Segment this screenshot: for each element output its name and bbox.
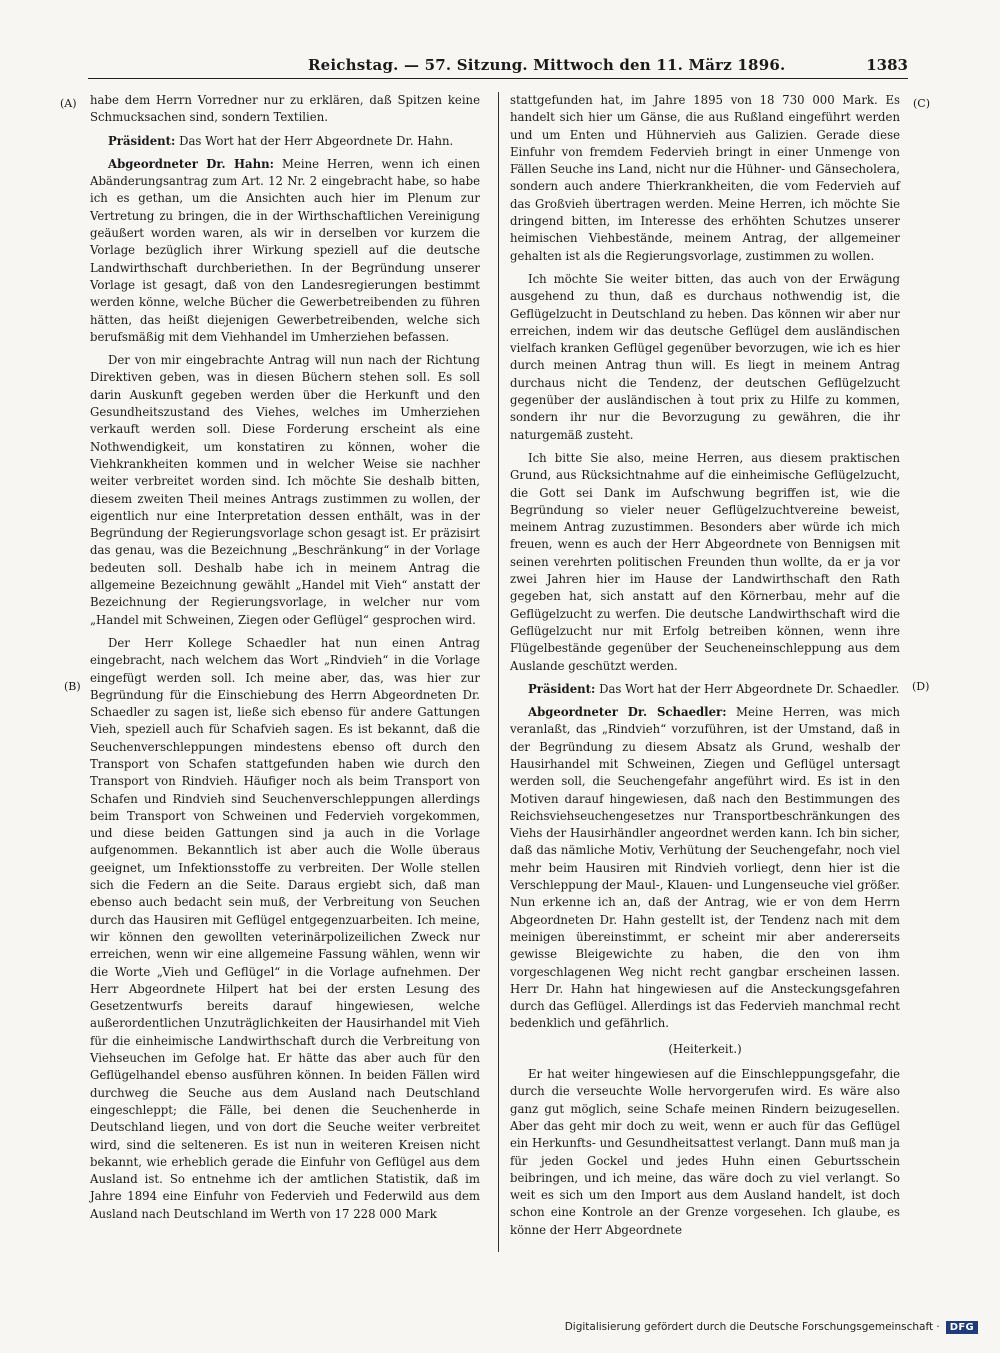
margin-marker-b: (B) [64, 680, 81, 693]
paragraph: Ich möchte Sie weiter bitten, das auch von der Erwägung ausgehend zu thun, daß es durchaus nothwendig ist, die Geflügelzucht in Deutschland zu heben. Das können wir aber nur erreichen, indem wir das deutsche Geflügel dem ausländischen vielfach kranken Geflügel gegenüber bevorzugen, wie ich es hier durch meinen Antrag thun will. Es liegt in meinem Antrag durchaus nicht die Tendenz, der deutschen Geflügelzucht gegenüber der ausländischen à tout prix zu Hilfe zu kommen, sondern ihr nur die Bevorzugung zu gewähren, die ihr naturgemäß zusteht. [510, 271, 900, 442]
interjection: (Heiterkeit.) [668, 1041, 742, 1056]
margin-marker-c: (C) [913, 97, 930, 110]
left-column [90, 92, 480, 1229]
column-divider [498, 92, 499, 1252]
speaker-paragraph [510, 704, 900, 1033]
paragraph: habe dem Herrn Vorredner nur zu erklären, daß Spitzen keine Schmucksachen sind, sondern Textilien. [90, 93, 480, 125]
right-column [510, 92, 900, 1245]
paragraph: Ich bitte Sie also, meine Herren, aus diesem praktischen Grund, aus Rücksichtnahme auf die einheimische Geflügelzucht, die Gott sei Dank im Aufschwung begriffen ist, wie die Begründung so vieler neuer Geflügelzuchtvereine beweist, meinem Antrag zuzustimmen. Besonders aber würde ich mich freuen, wenn es auch der Herr Abgeordnete von Bennigsen mit seinen verehrten politischen Freunden thun wollte, da er ja vor zwei Jahren hier im Hause der Landwirthschaft den Rath gegeben hat, sich anstatt auf den Körnerbau, mehr auf die Geflügelzucht zu werfen. Die deutsche Landwirthschaft wird die Geflügelzucht nur mit Erfolg betreiben können, wenn ihre Flügelbestände gegenüber der Seucheneinschleppung aus dem Auslande geschützt werden. [510, 450, 900, 673]
speaker-paragraph [90, 133, 480, 150]
speaker-name: Präsident: [528, 681, 596, 696]
digitization-credit [565, 1318, 978, 1336]
speaker-paragraph [510, 681, 900, 698]
speaker-name: Präsident: [108, 133, 176, 148]
speech-text: Das Wort hat der Herr Abgeordnete Dr. Hahn. [175, 133, 454, 148]
speaker-paragraph [90, 156, 480, 346]
margin-marker-a: (A) [60, 97, 77, 110]
paragraph: Der Herr Kollege Schaedler hat nun einen Antrag eingebracht, nach welchem das Wort „Rindvieh“ in die Vorlage eingefügt werden soll. Ich meine aber, das, was hier zur Begründung für die Einschiebung des Herrn Abgeordneten Dr. Schaedler zu sagen ist, ließe sich ebenso für andere Gattungen Vieh, speziell auch für Schafvieh sagen. Es ist bekannt, daß die Seuchenverschleppungen mindestens ebenso oft durch den Transport von Schafen stattgefunden haben wie durch den Transport von Rindvieh. Häufiger noch als beim Transport von Schafen und Rindvieh sind Seuchenverschleppungen allerdings beim Transport von Schweinen und Federvieh vorgekommen, und diese beiden Gattungen sind ja auch in die Vorlage aufgenommen. Bekanntlich ist aber auch die Wolle überaus geeignet, um Infektionsstoffe zu verbreiten. Der Wolle stellen sich die Federn an die Seite. Daraus ergiebt sich, daß man ebenso auch bedacht sein muß, der Verbreitung von Seuchen durch das Hausiren mit Geflügel entgegenzuarbeiten. Ich meine, wir können den gewollten veterinärpolizeilichen Zweck nur erreichen, wenn wir eine allgemeine Fassung wählen, wenn wir die Worte „Vieh und Geflügel“ in die Vorlage aufnehmen. Der Herr Abgeordnete Hilpert hat bei der ersten Lesung des Gesetzentwurfs bereits darauf hingewiesen, welche außerordentlichen Unzuträglichkeiten der Hausirhandel mit Vieh für die einheimische Landwirthschaft durch die Verbreitung von Viehseuchen im Gefolge hat. Er hätte das aber auch für den Geflügelhandel ebenso ausführen können. In beiden Fällen wird durchweg die Seuche aus dem Ausland nach Deutschland eingeschleppt; die Fälle, bei denen die Seuchenherde in Deutschland liegen, und von dort die Seuche weiter verbreitet wird, sind die selteneren. Es ist nun in weiteren Kreisen nicht bekannt, wie erheblich gerade die Einfuhr von Geflügel aus dem Ausland ist. So entnehme ich der amtlichen Statistik, daß im Jahre 1894 eine Einfuhr von Federvieh und Federwild aus dem Ausland nach Deutschland im Werth von 17 228 000 Mark [90, 635, 480, 1221]
speech-text: Meine Herren, wenn ich einen Abänderungsantrag zum Art. 12 Nr. 2 eingebracht habe, so habe ich es gethan, um die Ansichten auch hier im Plenum zur Vertretung zu bringen, die in der Wirthschaftlichen Vereinigung geäußert worden waren, als wir in derselben vor kurzem die Vorlage bezüglich ihrer Wirkung speziell auf die deutsche Landwirthschaft durchberiethen. In der Begründung unserer Vorlage ist gesagt, daß von den Landesregierungen bestimmt werden könne, welche Bücher die Gewerbetreibenden zu führen hätten, das heißt diejenigen Gewerbetreibenden, welche sich berufsmäßig mit dem Viehhandel im Umherziehen befassen. [90, 156, 481, 344]
page-header [88, 52, 908, 79]
paragraph: Der von mir eingebrachte Antrag will nun nach der Richtung Direktiven geben, was in diesen Büchern stehen soll. Es soll darin Auskunft gegeben werden über die Herkunft und den Gesundheitszustand des Viehes, welches im Umherziehen verkauft werden soll. Diese Forderung erscheint als eine Nothwendigkeit, um konstatiren zu können, woher die Viehkrankheiten kommen und in welcher Weise sie nachher weiter verbreitet worden sind. Ich möchte Sie deshalb bitten, diesem zweiten Theil meines Antrags zustimmen zu wollen, der eigentlich nur eine Interpretation dessen enthält, was in der Begründung der Regierungsvorlage schon gesagt ist. Er präzisirt das genau, was die Bezeichnung „Beschränkung“ in der Vorlage bedeuten soll. Deshalb habe ich in meinem Antrag die allgemeine Bezeichnung gewählt „Handel mit Vieh“ anstatt der Bezeichnung der Regierungsvorlage, in welcher nur vom „Handel mit Schweinen, Ziegen oder Geflügel“ gesprochen wird. [90, 353, 480, 627]
speech-text: Das Wort hat der Herr Abgeordnete Dr. Schaedler. [595, 681, 900, 696]
page-number: 1383 [866, 56, 908, 74]
speech-text: Meine Herren, was mich veranlaßt, das „Rindvieh“ vorzuführen, ist der Umstand, daß in der Begründung zu diesem Absatz als Grund, weshalb der Hausirhandel mit Schweinen, Ziegen und Geflügel untersagt werden soll, die Seuchengefahr angeführt wird. Es ist in den Motiven darauf hingewiesen, daß nach den Bestimmungen des Reichsviehseuchengesetzes nur Transportbeschränkungen des Viehs der Hausirhändler angeordnet werden kann. Ich bin sicher, daß das nämliche Motiv, Verhütung der Seuchengefahr, noch viel mehr beim Hausiren mit Rindvieh vorliegt, denn hier ist die Verschleppung der Maul-, Klauen- und Lungenseuche viel größer. Nun erkenne ich an, daß der Antrag, wie er von dem Herrn Abgeordneten Dr. Hahn gestellt ist, der Tendenz nach mit dem meinigen übereinstimmt, er scheint mir aber andererseits gewisse Bleigewichte zu haben, die den von ihm vorgeschlagenen Weg nicht recht gangbar erscheinen lassen. Herr Dr. Hahn hat hingewiesen auf die Ansteckungsgefahren durch das Geflügel. Allerdings ist das Federvieh manchmal recht bedenklich und gefährlich. [510, 705, 900, 1031]
dfg-logo: DFG [946, 1321, 978, 1334]
running-title: Reichstag. — 57. Sitzung. Mittwoch den 11. März 1896. [308, 56, 786, 74]
margin-marker-d: (D) [912, 680, 930, 693]
credit-text: Digitalisierung gefördert durch die Deutsche Forschungsgemeinschaft · [564, 1321, 940, 1333]
paragraph: stattgefunden hat, im Jahre 1895 von 18 730 000 Mark. Es handelt sich hier um Gänse, die aus Rußland eingeführt werden und um Enten und Hühnervieh aus Galizien. Gerade diese Einfuhr von fremdem Federvieh bringt in einer Unmenge von Fällen Seuche ins Land, nicht nur die Hühner- und Gänsecholera, sondern auch andere Thierkrankheiten, die vom Federvieh auf das Großvieh übertragen werden. Meine Herren, ich möchte Sie dringend bitten, im Interesse des erhöhten Schutzes unserer heimischen Viehbestände, meinem Antrag, der allgemeiner gehalten ist als die Regierungsvorlage, zustimmen zu wollen. [510, 93, 900, 263]
speaker-name: Abgeordneter Dr. Hahn: [108, 156, 274, 171]
speaker-name: Abgeordneter Dr. Schaedler: [528, 705, 727, 720]
paragraph: Er hat weiter hingewiesen auf die Einschleppungsgefahr, die durch die verseuchte Wolle hervorgerufen wird. Es wäre also ganz gut möglich, seine Schafe meinen Rindern beizugesellen. Aber das geht mir doch zu weit, wenn er auch für das Geflügel ein Herkunfts- und Gesundheitsattest verlangt. Dann muß man ja für jeden Gockel und jedes Huhn einen Geburtsschein beibringen, und ich meine, das wäre doch zu viel verlangt. So weit es sich um den Import aus dem Ausland handelt, ist doch schon eine Kontrole an der Grenze vorgesehen. Ich glaube, es könne der Herr Abgeordnete [510, 1067, 900, 1237]
